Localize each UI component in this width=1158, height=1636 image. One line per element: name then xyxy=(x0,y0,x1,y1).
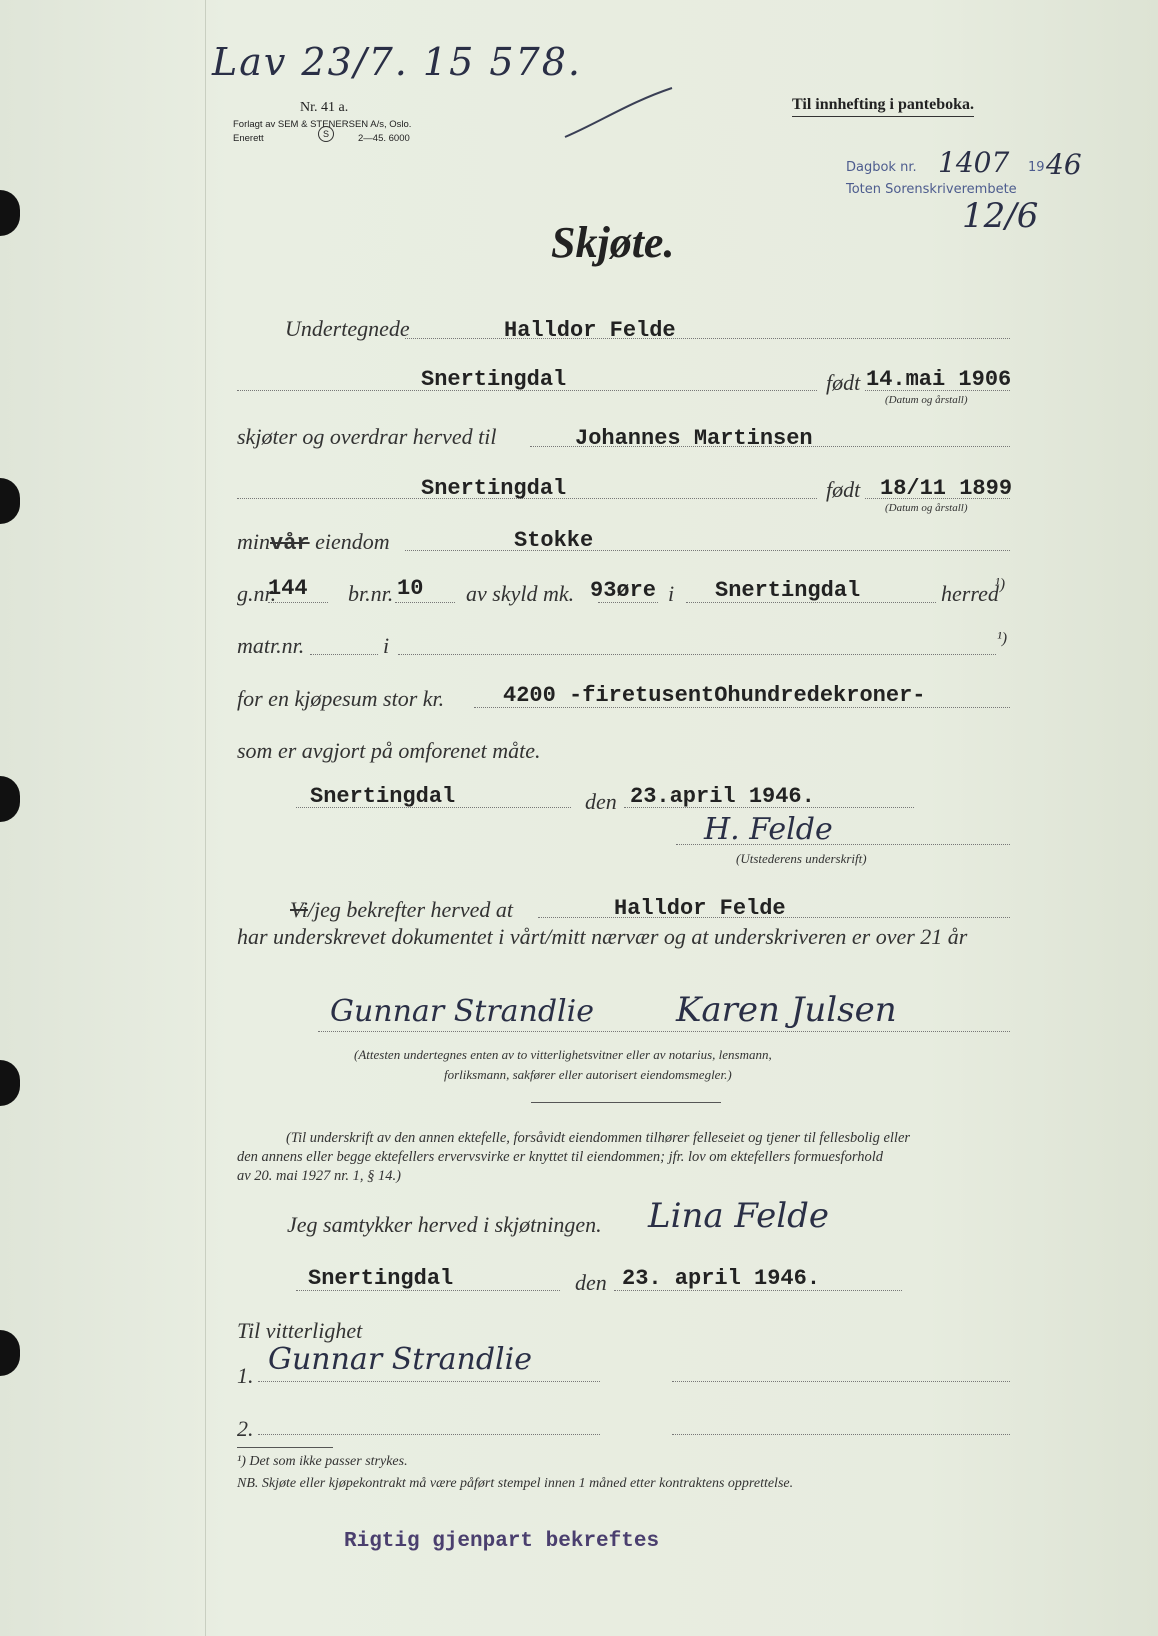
spouse-note: (Til underskrift av den annen ektefelle, forsåvidt eiendommen tilhører felleseiet og tjener til fellesbolig eller xyxy=(286,1130,911,1146)
attestation-struck: Vi xyxy=(290,897,308,922)
divider xyxy=(531,1102,721,1103)
stamp-year-prefix: 19 xyxy=(1028,160,1045,175)
dotted-line xyxy=(398,654,996,655)
execution-place: Snertingdal xyxy=(310,784,456,809)
consent-text: Jeg samtykker herved i skjøtningen. xyxy=(287,1212,602,1237)
spouse-note: den annens eller begge ektefellers ervervsvirke er knyttet til eiendommen; jfr. lov om ektefellers formuesforhold xyxy=(237,1149,883,1165)
dotted-line xyxy=(405,550,1010,551)
punch-hole xyxy=(0,478,20,524)
signature-caption: (Utstederens underskrift) xyxy=(736,851,867,866)
i-label: i xyxy=(668,581,675,606)
pen-stroke xyxy=(560,82,680,142)
dotted-line xyxy=(405,338,1010,339)
publisher-enerett: Enerett xyxy=(233,133,264,144)
punch-hole xyxy=(0,776,20,822)
attestation-line2: har underskrevet dokumentet i vårt/mitt nærvær og at underskriveren er over 21 år xyxy=(237,924,968,949)
price-amount: 4200 -firetusentOhundredekroner- xyxy=(503,683,926,708)
buyer-name: Johannes Martinsen xyxy=(575,426,813,451)
matr-i-label: i xyxy=(383,633,390,658)
bottom-stamp: Rigtig gjenpart bekreftes xyxy=(344,1530,660,1553)
spouse-den-label: den xyxy=(575,1270,607,1295)
footnote-nb: NB. Skjøte eller kjøpekontrakt må være påført stempel innen 1 måned etter kontraktens opprettelse. xyxy=(237,1476,794,1491)
margin-line xyxy=(205,0,206,1636)
buyer-born-label: født xyxy=(826,477,861,502)
page-title: Skjøte. xyxy=(551,218,675,267)
dotted-line xyxy=(268,602,328,603)
property-label-struck: vår xyxy=(270,531,310,556)
dotted-line xyxy=(258,1381,600,1382)
attestation-caption: (Attesten undertegnes enten av to vitterlighetsvitner eller av notarius, lensmann, xyxy=(354,1047,772,1062)
skyld-value: 93øre xyxy=(590,578,657,603)
date-caption: (Datum og årstall) xyxy=(885,502,968,514)
seller-label: Undertegnede xyxy=(285,316,410,341)
skyld-label: av skyld mk. xyxy=(466,581,575,606)
signature-line xyxy=(318,1031,1010,1032)
footnote-mark: ¹) xyxy=(995,576,1006,593)
witness-number-1: 1. xyxy=(237,1363,254,1388)
property-label xyxy=(237,529,390,556)
property-name: Stokke xyxy=(514,528,594,553)
footnote-mark: ¹) xyxy=(997,630,1008,647)
punch-hole xyxy=(0,190,20,236)
brnr-value: 10 xyxy=(397,576,424,601)
stamp-dagbok-label: Dagbok nr. xyxy=(846,160,917,175)
date-caption: (Datum og årstall) xyxy=(885,394,968,406)
seller-place: Snertingdal xyxy=(421,367,567,392)
attestation-line xyxy=(290,897,513,923)
filing-note: Til innhefting i panteboka. xyxy=(792,96,974,117)
stamp-dagbok-number: 1407 xyxy=(938,146,1010,179)
attestation-prefix: /jeg bekrefter herved at xyxy=(307,897,513,922)
seller-born-date: 14.mai 1906 xyxy=(866,367,1012,392)
stamp-year-hand: 46 xyxy=(1046,148,1082,181)
matr-label: matr.nr. xyxy=(237,633,305,658)
dotted-line xyxy=(395,602,455,603)
spouse-date: 23. april 1946. xyxy=(622,1266,821,1291)
execution-date: 23.april 1946. xyxy=(630,784,815,809)
publisher-logo: S xyxy=(318,126,334,142)
property-label-prefix: min xyxy=(237,529,270,554)
attestation-name: Halldor Felde xyxy=(614,896,786,921)
seller-signature: H. Felde xyxy=(704,812,833,847)
dotted-line xyxy=(258,1434,600,1435)
publisher-code: 2—45. 6000 xyxy=(358,133,410,144)
witness-signature-1: Gunnar Strandlie xyxy=(330,994,594,1029)
execution-den-label: den xyxy=(585,789,617,814)
handwritten-reference: Lav 23/7. 15 578. xyxy=(212,40,582,84)
spouse-note: av 20. mai 1927 nr. 1, § 14.) xyxy=(237,1168,401,1184)
gnr-label: g.nr. xyxy=(237,581,277,606)
settled-text: som er avgjort på omforenet måte. xyxy=(237,738,541,763)
property-label-suffix: eiendom xyxy=(315,529,390,554)
seller-name: Halldor Felde xyxy=(504,318,676,343)
punch-hole xyxy=(0,1330,20,1376)
buyer-place: Snertingdal xyxy=(421,476,567,501)
gnr-value: 144 xyxy=(268,576,308,601)
footnote-1: ¹) Det som ikke passer strykes. xyxy=(237,1454,408,1469)
spouse-signature: Lina Felde xyxy=(648,1196,830,1236)
herred-value: Snertingdal xyxy=(715,578,861,603)
seller-born-label: født xyxy=(826,370,861,395)
punch-hole xyxy=(0,1060,20,1106)
price-label: for en kjøpesum stor kr. xyxy=(237,686,445,711)
form-number: Nr. 41 a. xyxy=(300,100,349,115)
herred-label: herred xyxy=(941,581,999,606)
dotted-line xyxy=(310,654,378,655)
witness-number-2: 2. xyxy=(237,1416,254,1441)
stamp-date-hand: 12/6 xyxy=(962,196,1039,236)
witness-heading: Til vitterlighet xyxy=(237,1318,363,1343)
transfer-label: skjøter og overdrar herved til xyxy=(237,424,497,449)
dotted-line xyxy=(672,1434,1010,1435)
witness-signature-2: Karen Julsen xyxy=(676,990,897,1030)
stamp-office: Toten Sorenskriverembete xyxy=(846,182,1017,197)
spouse-place: Snertingdal xyxy=(308,1266,454,1291)
publisher-line: Forlagt av SEM & STENERSEN A/s, Oslo. xyxy=(233,119,412,130)
buyer-born-date: 18/11 1899 xyxy=(880,476,1013,501)
witness-1-signature: Gunnar Strandlie xyxy=(268,1342,532,1377)
brnr-label: br.nr. xyxy=(348,581,394,606)
attestation-caption: forliksmann, sakfører eller autorisert eiendomsmegler.) xyxy=(444,1067,732,1082)
dotted-line xyxy=(672,1381,1010,1382)
footnote-divider xyxy=(237,1447,333,1448)
